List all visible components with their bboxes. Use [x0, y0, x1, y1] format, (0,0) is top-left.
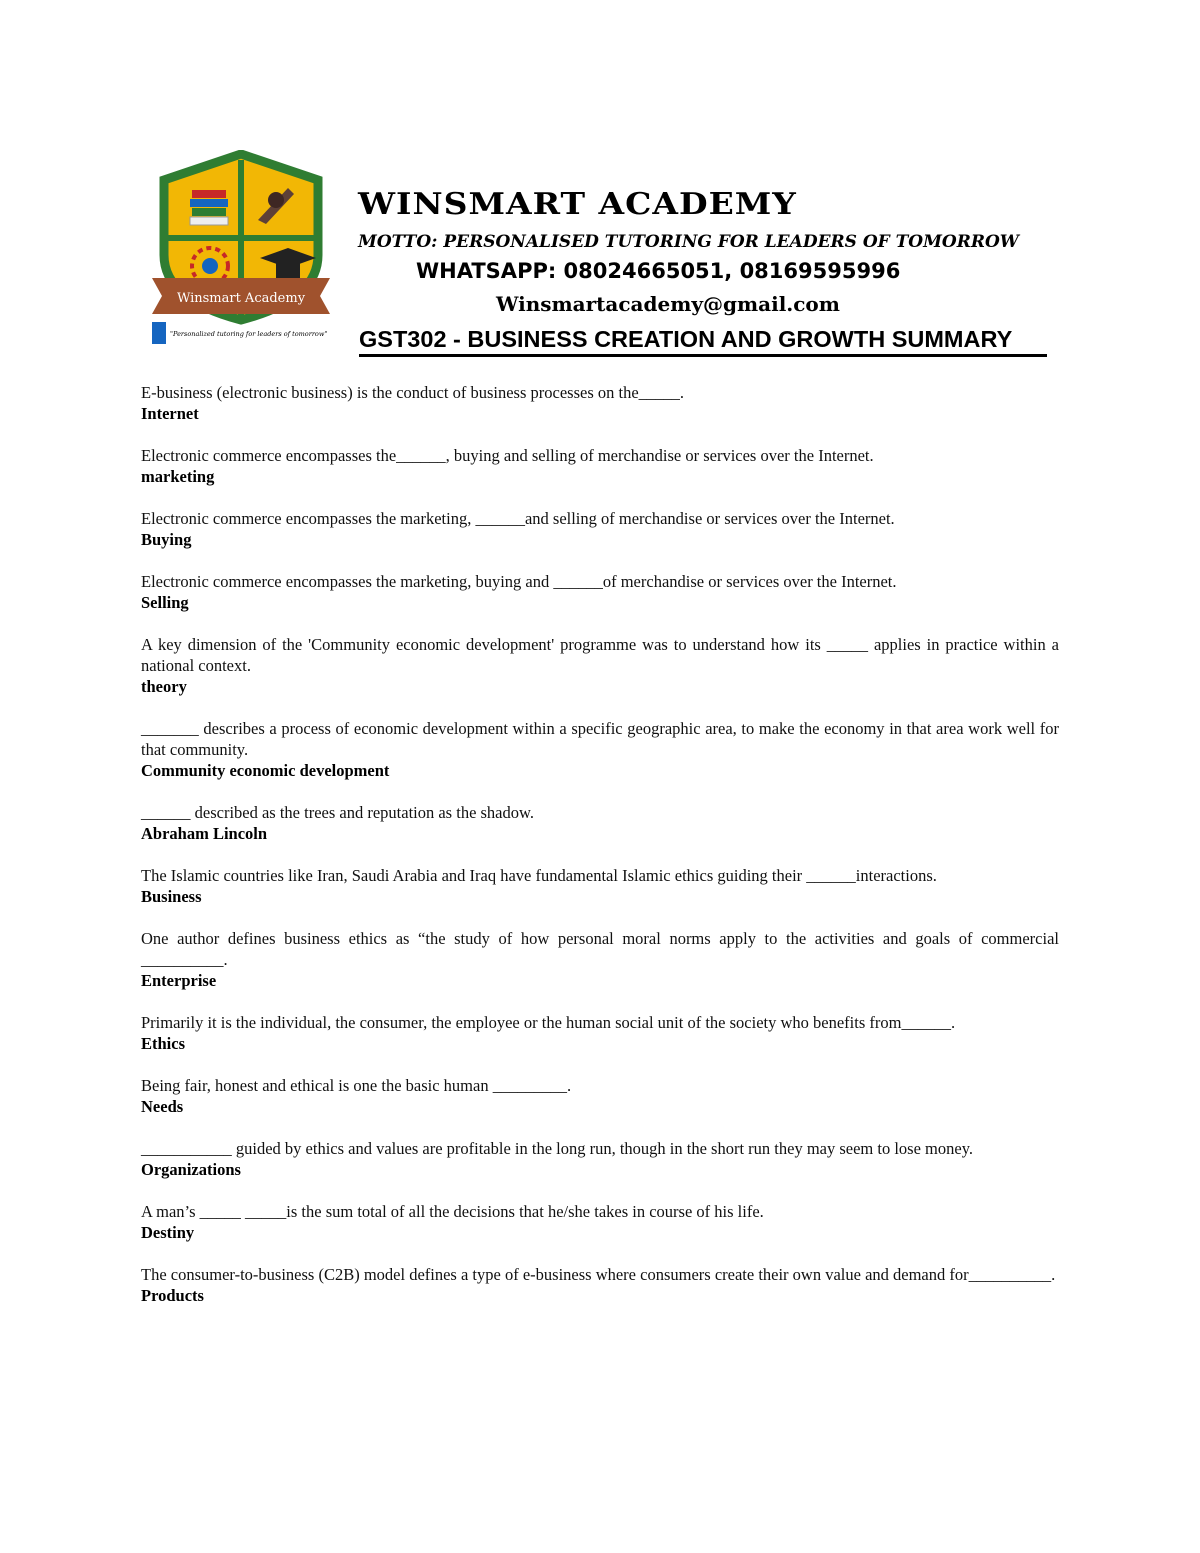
qa-item — [141, 1075, 1059, 1117]
question-text: ___________ guided by ethics and values are profitable in the long run, though in the short run they may seem to lose money. — [141, 1139, 974, 1158]
qa-item — [141, 718, 1059, 781]
answer-text: Products — [141, 1286, 204, 1305]
question-text: ______ described as the trees and reputation as the shadow. — [141, 803, 534, 822]
answer-text: Buying — [141, 530, 192, 549]
question-text: Electronic commerce encompasses the marketing, buying and ______of merchandise or services over the Internet. — [141, 572, 897, 591]
qa-item — [141, 634, 1059, 697]
whatsapp-contact: WHATSAPP: 08024665051, 08169595996 — [416, 259, 901, 283]
answer-text: Community economic development — [141, 761, 390, 780]
question-text: Electronic commerce encompasses the______, buying and selling of merchandise or services over the Internet. — [141, 446, 874, 465]
answer-text: Destiny — [141, 1223, 195, 1242]
qa-item — [141, 1138, 1059, 1180]
question-text: The consumer-to-business (C2B) model defines a type of e-business where consumers create their own value and demand for__________. — [141, 1265, 1056, 1284]
qa-item — [141, 445, 1059, 487]
qa-item — [141, 1012, 1059, 1054]
answer-text: Organizations — [141, 1160, 241, 1179]
qa-item — [141, 571, 1059, 613]
qa-item — [141, 382, 1059, 424]
academy-motto: MOTTO: PERSONALISED TUTORING FOR LEADERS OF TOMORROW — [358, 232, 1019, 252]
answer-text: Internet — [141, 404, 199, 423]
document-title: GST302 - BUSINESS CREATION AND GROWTH SUMMARY — [359, 326, 1047, 357]
answer-text: Abraham Lincoln — [141, 824, 268, 843]
qa-item — [141, 1201, 1059, 1243]
answer-text: Enterprise — [141, 971, 217, 990]
qa-item — [141, 1264, 1059, 1306]
question-text: Being fair, honest and ethical is one the basic human _________. — [141, 1076, 572, 1095]
academy-logo — [148, 150, 334, 350]
question-text: One author defines business ethics as “the study of how personal moral norms apply to the activities and goals of commercial __________. — [141, 929, 1059, 969]
question-text: Primarily it is the individual, the consumer, the employee or the human social unit of the society who benefits from______. — [141, 1013, 956, 1032]
question-text: A key dimension of the 'Community economic development' programme was to understand how its _____ applies in practice within a national context. — [141, 635, 1059, 675]
email-contact: Winsmartacademy@gmail.com — [496, 292, 840, 316]
answer-text: Ethics — [141, 1034, 186, 1053]
qa-item — [141, 928, 1059, 991]
logo-ribbon-text: Winsmart Academy — [176, 291, 306, 306]
answer-text: theory — [141, 677, 187, 696]
answer-text: marketing — [141, 467, 215, 486]
answer-text: Needs — [141, 1097, 184, 1116]
qa-item — [141, 508, 1059, 550]
qa-item — [141, 802, 1059, 844]
answer-text: Selling — [141, 593, 189, 612]
answer-text: Business — [141, 887, 202, 906]
question-text: The Islamic countries like Iran, Saudi Arabia and Iraq have fundamental Islamic ethics guiding their ______interactions. — [141, 866, 937, 885]
academy-name: WINSMART ACADEMY — [358, 186, 797, 222]
qa-item — [141, 865, 1059, 907]
question-text: E-business (electronic business) is the conduct of business processes on the_____. — [141, 383, 685, 402]
question-text: _______ describes a process of economic development within a specific geographic area, to make the economy in that area work well for that community. — [141, 719, 1059, 759]
question-list — [141, 382, 1059, 1327]
question-text: Electronic commerce encompasses the marketing, ______and selling of merchandise or services over the Internet. — [141, 509, 895, 528]
question-text: A man’s _____ _____is the sum total of all the decisions that he/she takes in course of his life. — [141, 1202, 764, 1221]
logo-tagline: "Personalized tutoring for leaders of tomorrow" — [170, 330, 328, 338]
